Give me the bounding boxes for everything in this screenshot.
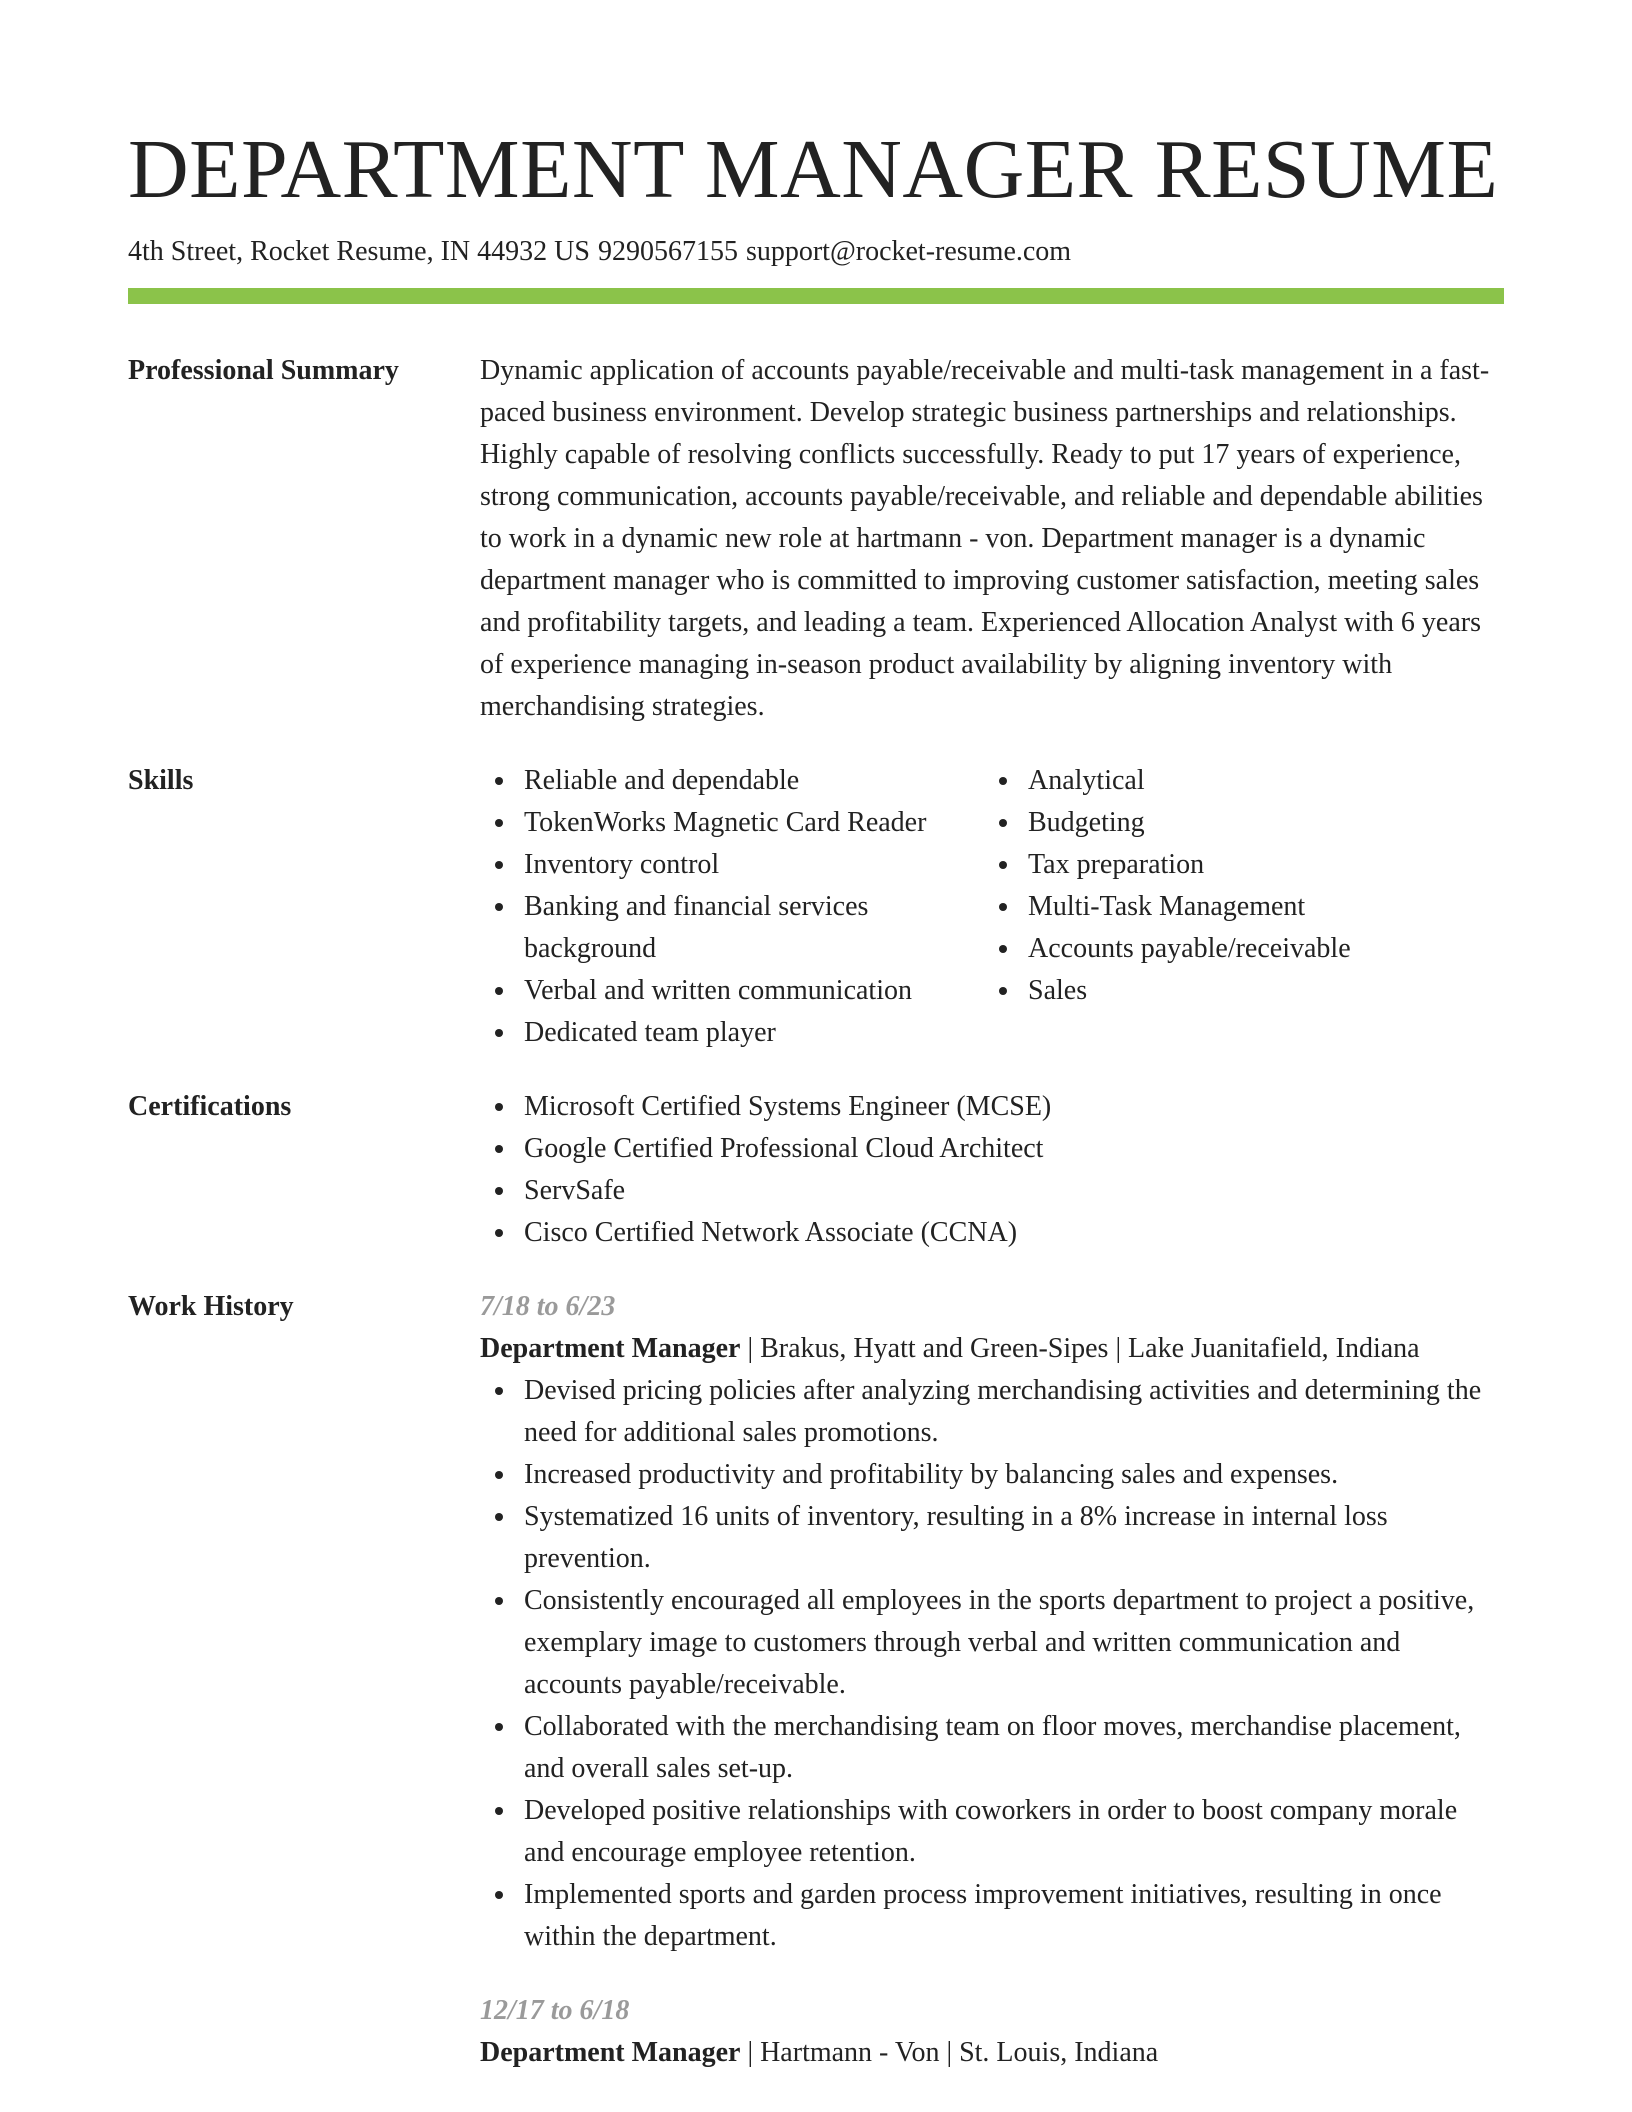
job-details: | Hartmann - Von | St. Louis, Indiana xyxy=(740,2037,1159,2068)
skills-heading: Skills xyxy=(128,765,194,796)
certification-item: Microsoft Certified Systems Engineer (MCSE) xyxy=(480,1086,1504,1128)
skill-item: TokenWorks Magnetic Card Reader xyxy=(480,802,984,844)
job-heading xyxy=(480,2032,1504,2074)
job-dates: 7/18 to 6/23 xyxy=(480,1291,616,1322)
job-duty-item: Implemented sports and garden process improvement initiatives, resulting in once within the department. xyxy=(480,1874,1504,1958)
resume-title: DEPARTMENT MANAGER RESUME xyxy=(128,123,1499,216)
work-history-section xyxy=(128,1286,1504,2074)
work-history-body xyxy=(480,1286,1504,2074)
skill-item: Reliable and dependable xyxy=(480,760,984,802)
resume-page xyxy=(128,118,1504,2074)
certification-item: Google Certified Professional Cloud Architect xyxy=(480,1128,1504,1170)
summary-text: Dynamic application of accounts payable/receivable and multi-task management in a fast-paced business environment. Develop strategic business partnerships and relationships. Highly capable of resolving conflicts successfully. Ready to put 17 years of experience, strong communication, accounts payable/receivable, and reliable and dependable abilities to work in a dynamic new role at hartmann - von. Department manager is a dynamic department manager who is committed to improving customer satisfaction, meeting sales and profitability targets, and leading a team. Experienced Allocation Analyst with 6 years of experience managing in-season product availability by aligning inventory with merchandising strategies. xyxy=(480,355,1490,722)
job-dates: 12/17 to 6/18 xyxy=(480,1995,630,2026)
certifications-list xyxy=(480,1086,1504,1254)
contact-phone: 9290567155 xyxy=(597,236,738,267)
summary-heading: Professional Summary xyxy=(128,355,399,386)
summary-section xyxy=(128,350,1504,728)
job-duty-item: Consistently encouraged all employees in the sports department to project a positive, exemplary image to customers through verbal and written communication and accounts payable/receivable. xyxy=(480,1580,1504,1706)
skill-item: Accounts payable/receivable xyxy=(984,928,1504,970)
certification-item: ServSafe xyxy=(480,1170,1504,1212)
work-history-heading: Work History xyxy=(128,1291,294,1322)
summary-body xyxy=(480,350,1504,728)
skill-item: Analytical xyxy=(984,760,1504,802)
contact-email[interactable]: support@rocket-resume.com xyxy=(745,236,1072,267)
job-duty-item: Systematized 16 units of inventory, resulting in a 8% increase in internal loss prevention. xyxy=(480,1496,1504,1580)
certifications-heading: Certifications xyxy=(128,1091,292,1122)
skill-item: Budgeting xyxy=(984,802,1504,844)
job-duties xyxy=(480,1370,1504,1958)
job-details: | Brakus, Hyatt and Green-Sipes | Lake Juanitafield, Indiana xyxy=(740,1333,1420,1364)
skills-body xyxy=(480,760,1504,1054)
skills-column-2 xyxy=(984,760,1504,1054)
skill-item: Banking and financial services background xyxy=(480,886,984,970)
certification-item: Cisco Certified Network Associate (CCNA) xyxy=(480,1212,1504,1254)
skill-item: Sales xyxy=(984,970,1504,1012)
certifications-section xyxy=(128,1086,1504,1254)
skills-section xyxy=(128,760,1504,1054)
skills-column-1 xyxy=(480,760,984,1054)
certifications-body xyxy=(480,1086,1504,1254)
job-title: Department Manager xyxy=(480,2037,741,2068)
contact-line xyxy=(128,234,1504,270)
skill-item: Tax preparation xyxy=(984,844,1504,886)
job-entry xyxy=(480,1286,1504,1958)
job-duty-item: Increased productivity and profitability by balancing sales and expenses. xyxy=(480,1454,1504,1496)
contact-address: 4th Street, Rocket Resume, IN 44932 US xyxy=(128,236,590,267)
job-duty-item: Devised pricing policies after analyzing merchandising activities and determining the need for additional sales promotions. xyxy=(480,1370,1504,1454)
skill-item: Multi-Task Management xyxy=(984,886,1504,928)
skill-item: Verbal and written communication xyxy=(480,970,984,1012)
skill-item: Inventory control xyxy=(480,844,984,886)
job-title: Department Manager xyxy=(480,1333,741,1364)
job-duty-item: Collaborated with the merchandising team on floor moves, merchandise placement, and overall sales set-up. xyxy=(480,1706,1504,1790)
header-divider xyxy=(128,288,1504,304)
skill-item: Dedicated team player xyxy=(480,1012,984,1054)
job-heading xyxy=(480,1328,1504,1370)
job-duty-item: Developed positive relationships with coworkers in order to boost company morale and encourage employee retention. xyxy=(480,1790,1504,1874)
job-entry xyxy=(480,1990,1504,2074)
